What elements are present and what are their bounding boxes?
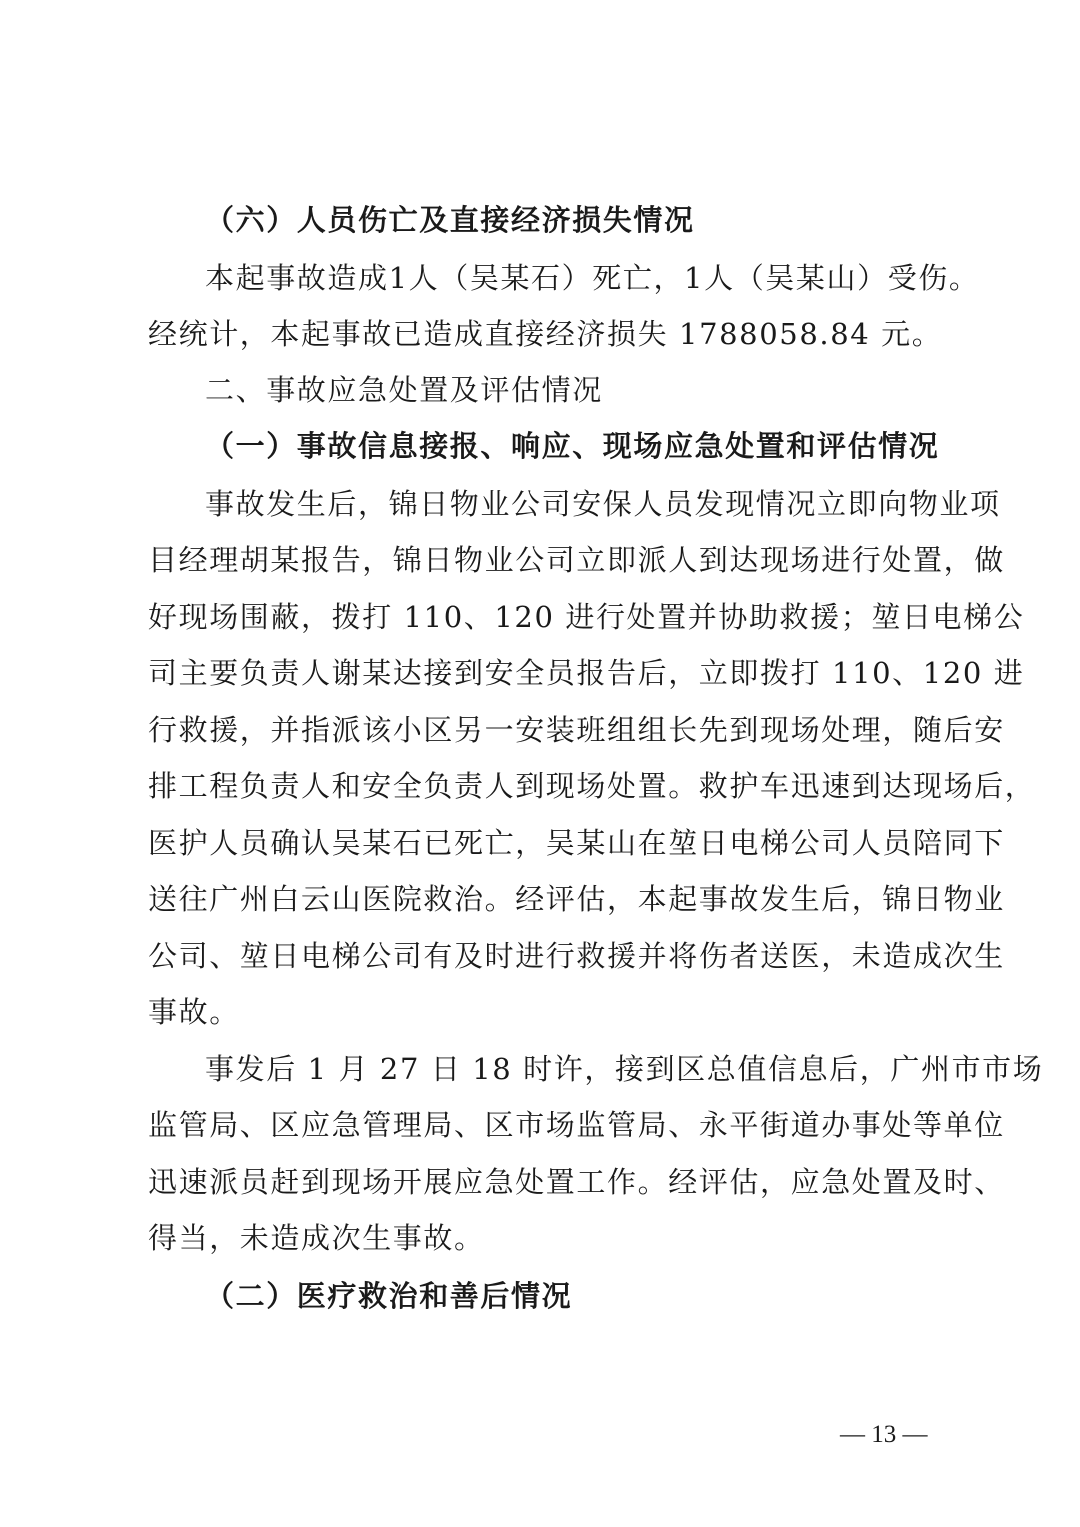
paragraph-line: 本起事故造成1人（吴某石）死亡，1人（吴某山）受伤。 [205,261,980,295]
paragraph-line: 医护人员确认吴某石已死亡，吴某山在堃日电梯公司人员陪同下 [148,826,1005,860]
subheading-casualties-losses: （六）人员伤亡及直接经济损失情况 [205,203,695,237]
paragraph-line: 排工程负责人和安全负责人到现场处置。救护车迅速到达现场后， [148,769,1036,803]
paragraph-line: 司主要负责人谢某达接到安全员报告后，立即拨打 110、120 进 [148,656,1025,690]
paragraph-line: 公司、堃日电梯公司有及时进行救援并将伤者送医，未造成次生 [148,939,1005,973]
paragraph-line: 得当，未造成次生事故。 [148,1221,485,1255]
subheading-incident-reporting: （一）事故信息接报、响应、现场应急处置和评估情况 [205,429,940,463]
paragraph-line: 事故。 [148,995,240,1029]
paragraph-line: 经统计，本起事故已造成直接经济损失 1788058.84 元。 [148,317,943,351]
subheading-medical-aftermath: （二）医疗救治和善后情况 [205,1279,573,1313]
paragraph-line: 行救援，并指派该小区另一安装班组组长先到现场处理，随后安 [148,713,1005,747]
paragraph-line: 监管局、区应急管理局、区市场监管局、永平街道办事处等单位 [148,1108,1005,1142]
paragraph-line: 事发后 1 月 27 日 18 时许，接到区总值信息后，广州市市场 [205,1052,1044,1086]
paragraph-line: 事故发生后，锦日物业公司安保人员发现情况立即向物业项 [205,487,1001,521]
page-number: — 13 — [840,1421,928,1448]
paragraph-line: 目经理胡某报告，锦日物业公司立即派人到达现场进行处置，做 [148,543,1005,577]
paragraph-line: 送往广州白云山医院救治。经评估，本起事故发生后，锦日物业 [148,882,1005,916]
paragraph-line: 好现场围蔽，拨打 110、120 进行处置并协助救援；堃日电梯公 [148,600,1025,634]
section-heading-emergency-response: 二、事故应急处置及评估情况 [205,373,603,407]
paragraph-line: 迅速派员赶到现场开展应急处置工作。经评估，应急处置及时、 [148,1165,1005,1199]
